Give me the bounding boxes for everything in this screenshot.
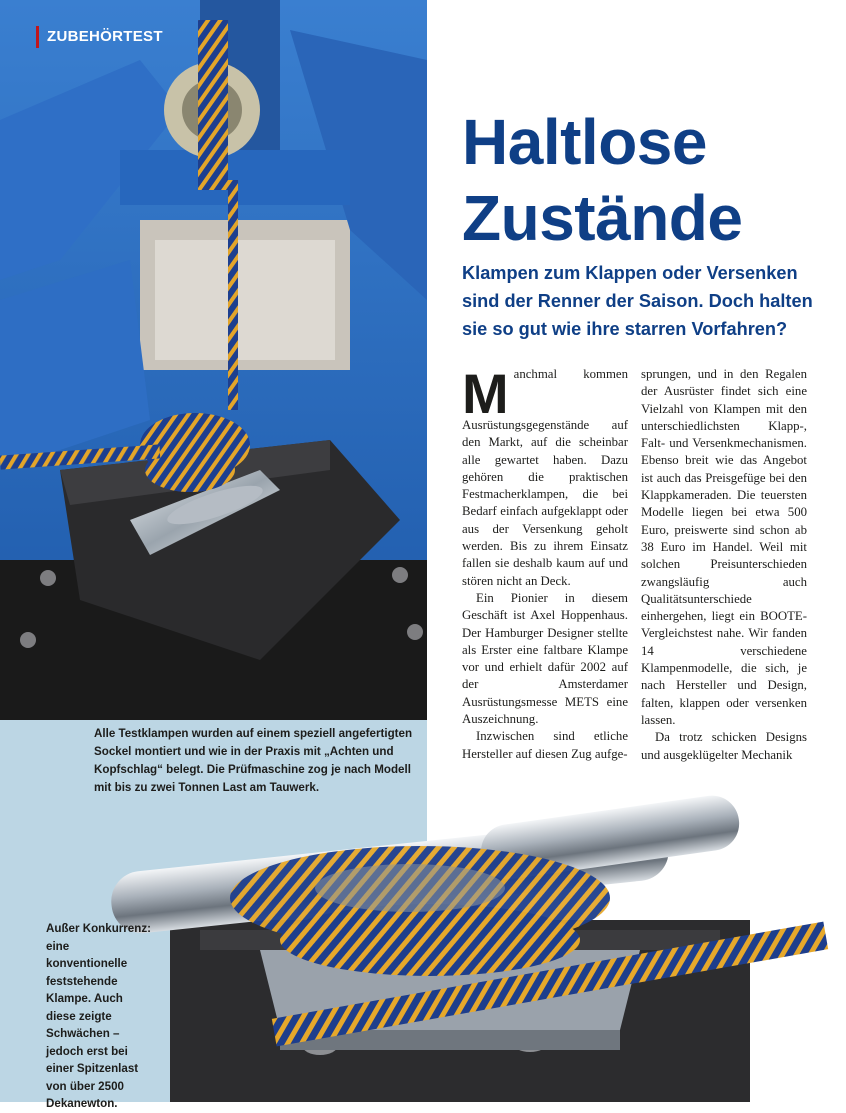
paragraph-text: anchmal kommen Ausrüstungsgegenstände auf den Markt, auf die scheinbar alle gewartet haben. Dazu gehören die praktischen Festmacherklampen, die bei Bedarf einfach aufgeklappt oder aus der Versenkung geholt werden. Bis zu ihrem Einsatz fallen sie deshalb kaum auf und stören nicht an Deck.	[462, 367, 628, 588]
body-paragraph: Inzwischen sind etliche Hersteller auf diesen Zug aufge-	[462, 729, 628, 761]
photo-caption-test-rig: Alle Testklampen wurden auf einem speziell angefertigten Sockel montiert und wie in der Praxis mit „Achten und Kopfschlag“ belegt. Die Prüfmaschine zog je nach Modell mit bis zu zwei Tonnen Last am Tauwerk.	[94, 727, 413, 794]
conventional-cleat-photo	[100, 780, 846, 1102]
headline-line-1: Haltlose	[462, 106, 707, 178]
section-tag: ZUBEHÖRTEST	[36, 26, 163, 48]
test-rig-photo	[0, 0, 427, 720]
photo-caption-conventional-cleat: Außer Konkurrenz: eine konventionelle feststehende Klampe. Auch diese zeigte Schwächen – jedoch erst bei einer Spitzenlast von über 2500 Dekanewton.	[46, 922, 151, 1110]
subheadline: Klampen zum Klappen oder Versenken sind der Renner der Saison. Doch halten sie so gut wie ihre starren Vorfahren?	[462, 263, 813, 339]
body-column-2	[641, 366, 807, 764]
headline	[462, 104, 832, 256]
body-paragraph: Ein Pionier in diesem Geschäft ist Axel Hoppenhaus. Der Hamburger Designer stellte als Erster eine faltbare Klampe vor und erhielt dafür 2002 auf der Amsterdamer Ausrüstungsmesse METS eine Auszeichnung.	[462, 590, 628, 727]
drop-cap: M	[462, 362, 509, 425]
body-column-1	[462, 362, 628, 763]
body-paragraph: Da trotz schicken Designs und ausgeklügelter Mechanik	[641, 730, 807, 762]
headline-line-2: Zustände	[462, 182, 743, 254]
body-paragraph	[462, 362, 628, 590]
body-paragraph: sprungen, und in den Regalen der Ausrüster findet sich eine Vielzahl von Klampen mit den unterschiedlichsten Klapp-, Falt- und Versenkmechanismen. Ebenso breit wie das Angebot ist auch das Preisgefüge bei den Klappkameraden. Die teuersten Modelle liegen bei etwa 500 Euro, preiswerte sind schon ab 38 Euro im Handel. Weil mit solchen Preisunterschieden zwangsläufig auch Qualitätsunterschiede einhergehen, liegt ein BOOTE-Vergleichstest nahe. Wir fanden 14 verschiedene Klampenmodelle, die sich, je nach Hersteller und Design, falten, klappen oder versenken lassen.	[641, 367, 807, 727]
